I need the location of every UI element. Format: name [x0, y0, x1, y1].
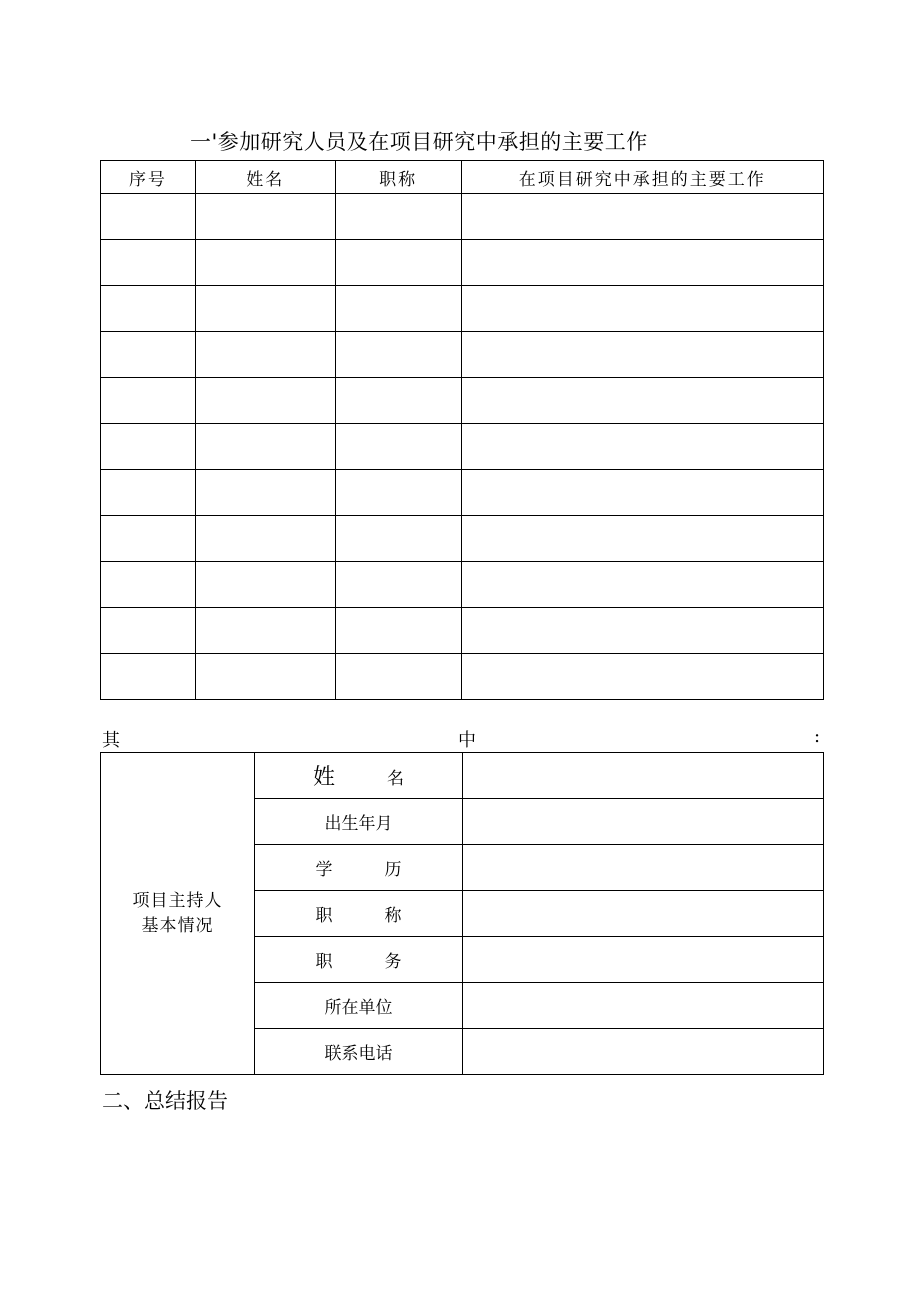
label-name-char1: 姓	[312, 765, 335, 790]
table-row	[101, 562, 824, 608]
cell-name[interactable]	[195, 286, 335, 332]
header-title: 职称	[335, 161, 461, 194]
table-row	[101, 240, 824, 286]
label-duty-char1: 职	[315, 952, 333, 972]
note-left: 其	[102, 730, 120, 751]
cell-title[interactable]	[335, 332, 461, 378]
cell-main-work[interactable]	[461, 332, 823, 378]
table-row	[101, 470, 824, 516]
cell-serial[interactable]	[101, 562, 196, 608]
value-birth[interactable]	[463, 799, 824, 845]
cell-main-work[interactable]	[461, 194, 823, 240]
cell-title[interactable]	[335, 286, 461, 332]
label-title-char2: 称	[384, 906, 402, 926]
header-serial: 序号	[101, 161, 196, 194]
staff-table	[100, 160, 824, 700]
cell-name[interactable]	[195, 424, 335, 470]
value-name[interactable]	[463, 753, 824, 799]
cell-title[interactable]	[335, 424, 461, 470]
table-row	[101, 516, 824, 562]
cell-title[interactable]	[335, 470, 461, 516]
cell-main-work[interactable]	[461, 562, 823, 608]
value-unit[interactable]	[463, 983, 824, 1029]
cell-name[interactable]	[195, 378, 335, 424]
host-info-table	[100, 752, 824, 1075]
cell-main-work[interactable]	[461, 516, 823, 562]
cell-main-work[interactable]	[461, 378, 823, 424]
table-row	[101, 424, 824, 470]
label-duty-char2: 务	[384, 952, 402, 972]
table-row	[101, 608, 824, 654]
table-header-row	[101, 161, 824, 194]
cell-title[interactable]	[335, 378, 461, 424]
cell-serial[interactable]	[101, 608, 196, 654]
cell-serial[interactable]	[101, 516, 196, 562]
label-birth: 出生年月	[255, 799, 463, 845]
header-main-work: 在项目研究中承担的主要工作	[461, 161, 823, 194]
header-name: 姓名	[195, 161, 335, 194]
cell-name[interactable]	[195, 608, 335, 654]
cell-name[interactable]	[195, 516, 335, 562]
value-title[interactable]	[463, 891, 824, 937]
value-duty[interactable]	[463, 937, 824, 983]
label-unit: 所在单位	[255, 983, 463, 1029]
cell-title[interactable]	[335, 516, 461, 562]
label-education	[255, 845, 463, 891]
cell-serial[interactable]	[101, 378, 196, 424]
cell-name[interactable]	[195, 470, 335, 516]
table-row	[101, 286, 824, 332]
cell-serial[interactable]	[101, 194, 196, 240]
cell-serial[interactable]	[101, 332, 196, 378]
cell-name[interactable]	[195, 194, 335, 240]
cell-main-work[interactable]	[461, 424, 823, 470]
value-phone[interactable]	[463, 1029, 824, 1075]
cell-name[interactable]	[195, 654, 335, 700]
cell-name[interactable]	[195, 240, 335, 286]
value-education[interactable]	[463, 845, 824, 891]
section2-title: 二、总结报告	[102, 1089, 228, 1113]
label-name	[255, 753, 463, 799]
host-group-label-line2: 基本情况	[141, 915, 214, 936]
cell-serial[interactable]	[101, 424, 196, 470]
cell-title[interactable]	[335, 608, 461, 654]
table-row	[101, 194, 824, 240]
label-phone: 联系电话	[255, 1029, 463, 1075]
host-group-label	[101, 753, 255, 1075]
host-group-label-line1: 项目主持人	[132, 890, 223, 911]
table-row	[101, 654, 824, 700]
section1-title: 一'参加研究人员及在项目研究中承担的主要工作	[190, 130, 648, 154]
cell-main-work[interactable]	[461, 654, 823, 700]
note-middle: 中	[458, 730, 476, 751]
cell-title[interactable]	[335, 562, 461, 608]
cell-main-work[interactable]	[461, 608, 823, 654]
table-row	[101, 332, 824, 378]
cell-name[interactable]	[195, 562, 335, 608]
cell-name[interactable]	[195, 332, 335, 378]
table-row	[101, 378, 824, 424]
cell-main-work[interactable]	[461, 240, 823, 286]
note-right: :	[814, 726, 821, 747]
label-title-char1: 职	[315, 906, 333, 926]
cell-serial[interactable]	[101, 470, 196, 516]
cell-main-work[interactable]	[461, 286, 823, 332]
label-duty	[255, 937, 463, 983]
label-name-char2: 名	[387, 769, 404, 789]
cell-serial[interactable]	[101, 240, 196, 286]
label-education-char2: 历	[384, 860, 402, 880]
label-title	[255, 891, 463, 937]
cell-title[interactable]	[335, 654, 461, 700]
cell-serial[interactable]	[101, 286, 196, 332]
cell-main-work[interactable]	[461, 470, 823, 516]
note-line	[100, 726, 824, 752]
cell-title[interactable]	[335, 240, 461, 286]
cell-serial[interactable]	[101, 654, 196, 700]
cell-title[interactable]	[335, 194, 461, 240]
label-education-char1: 学	[315, 860, 333, 880]
host-row-name	[101, 753, 824, 799]
